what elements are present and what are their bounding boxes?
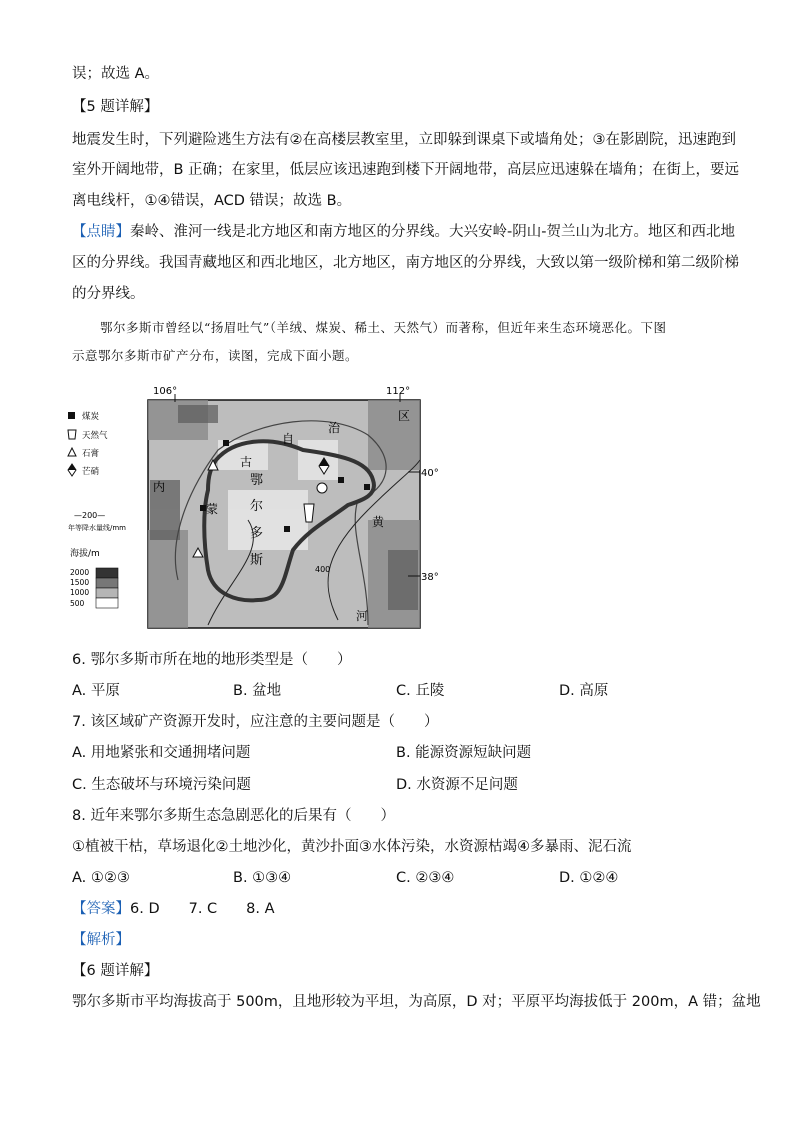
dianjing-label: 【点睛】 — [72, 224, 130, 240]
question-6-stem: 6. 鄂尔多斯市所在地的地形类型是（ ） — [72, 652, 352, 668]
legend-coal-symbol — [68, 412, 75, 419]
q6-option-b: B. 盆地 — [233, 683, 282, 699]
legend-gypsum-label: 石膏 — [82, 449, 100, 459]
answer-line — [72, 899, 275, 919]
text-line: 秦岭、淮河一线是北方地区和南方地区的分界线。大兴安岭-阴山-贺兰山为北方。地区和西北地 — [130, 224, 735, 240]
text-line: 区的分界线。我国青藏地区和西北地区，北方地区，南方地区的分界线，大致以第一级阶梯和第二级阶梯 — [72, 255, 739, 271]
q7-option-d: D. 水资源不足问题 — [396, 777, 518, 793]
q6-option-c: C. 丘陵 — [396, 683, 445, 699]
legend-elev-level: 1000 — [70, 588, 90, 597]
lon-label-left: 106° — [153, 386, 178, 397]
place-char: 河 — [356, 609, 369, 623]
text-line: 的分界线。 — [72, 286, 145, 302]
legend-isohyet-label: 年等降水量线/mm — [68, 524, 126, 532]
section-heading-q6: 【6 题详解】 — [72, 963, 159, 979]
legend-mirabilite-label: 芒硝 — [82, 467, 100, 477]
place-char: 区 — [398, 409, 411, 423]
place-char: 古 — [240, 455, 253, 469]
place-char: 鄂 — [250, 473, 264, 488]
q6-option-d: D. 高原 — [559, 683, 609, 699]
lat-label-bottom: 38° — [421, 572, 439, 583]
legend-coal-label: 煤炭 — [82, 412, 100, 422]
answer-label: 【答案】 — [72, 901, 130, 917]
question-8-items: ①植被干枯，草场退化②土地沙化，黄沙扑面③水体污染，水资源枯竭④多暴雨、泥石流 — [72, 839, 632, 855]
question-8-stem: 8. 近年来鄂尔多斯生态急剧恶化的后果有（ ） — [72, 808, 395, 824]
q7-option-b: B. 能源资源短缺问题 — [396, 745, 532, 761]
text-line: 地震发生时，下列避险逃生方法有②在高楼层教室里，立即躲到课桌下或墙角处；③在影剧院，迅速跑到 — [72, 132, 736, 148]
legend-gas-label: 天然气 — [82, 431, 108, 441]
lat-label-top: 40° — [421, 468, 439, 479]
place-char: 多 — [250, 526, 264, 541]
text-line: 离电线杆，①④错误，ACD 错误；故选 B。 — [72, 193, 352, 209]
place-char: 黄 — [372, 515, 385, 529]
q8-option-b: B. ①③④ — [233, 870, 292, 886]
jiexi-label: 【解析】 — [72, 932, 130, 948]
legend-gas-symbol — [68, 430, 76, 439]
gas-mark — [304, 504, 314, 522]
place-char: 蒙 — [206, 502, 219, 516]
place-char: 自 — [282, 432, 295, 446]
text-line: 鄂尔多斯市平均海拔高于 500m，且地形较为平坦，为高原，D 对；平原平均海拔低于 200m，A 错；盆地 — [72, 994, 761, 1010]
section-heading-q5: 【5 题详解】 — [72, 99, 159, 115]
legend-elev-level: 500 — [70, 599, 85, 608]
ordos-mineral-map — [68, 380, 439, 635]
circle-mark — [317, 483, 327, 493]
q8-option-a: A. ①②③ — [72, 870, 130, 886]
dianjing-paragraph — [72, 222, 735, 242]
legend-elev-level: 2000 — [70, 568, 90, 577]
text-line: 误；故选 A。 — [72, 66, 160, 82]
q7-option-a: A. 用地紧张和交通拥堵问题 — [72, 745, 251, 761]
q7-option-c: C. 生态破坏与环境污染问题 — [72, 777, 251, 793]
legend-isohyet-value: —200— — [74, 511, 106, 520]
legend-elevation-title: 海拔/m — [70, 549, 100, 559]
intro-text: 示意鄂尔多斯市矿产分布，读图，完成下面小题。 — [72, 348, 359, 363]
place-char: 治 — [328, 421, 341, 435]
place-char: 斯 — [250, 553, 264, 568]
place-char: 尔 — [250, 499, 264, 514]
legend-elev-level: 1500 — [70, 578, 90, 587]
text-line: 室外开阔地带，B 正确；在家里，低层应该迅速跑到楼下开阔地带，高层应迅速躲在墙角；在街上，要远 — [72, 162, 740, 178]
answer-text: 6. D 7. C 8. A — [130, 901, 275, 917]
legend-gypsum-symbol — [68, 448, 76, 456]
q8-option-c: C. ②③④ — [396, 870, 455, 886]
intro-text: 鄂尔多斯市曾经以“扬眉吐气”（羊绒、煤炭、稀土、天然气）而著称，但近年来生态环境恶化。下图 — [100, 320, 667, 335]
isohyet-value: 400 — [315, 565, 331, 574]
q8-option-d: D. ①②④ — [559, 870, 619, 886]
place-char: 内 — [153, 480, 166, 494]
lon-label-right: 112° — [386, 386, 411, 397]
q6-option-a: A. 平原 — [72, 683, 120, 699]
question-7-stem: 7. 该区域矿产资源开发时，应注意的主要问题是（ ） — [72, 714, 439, 730]
